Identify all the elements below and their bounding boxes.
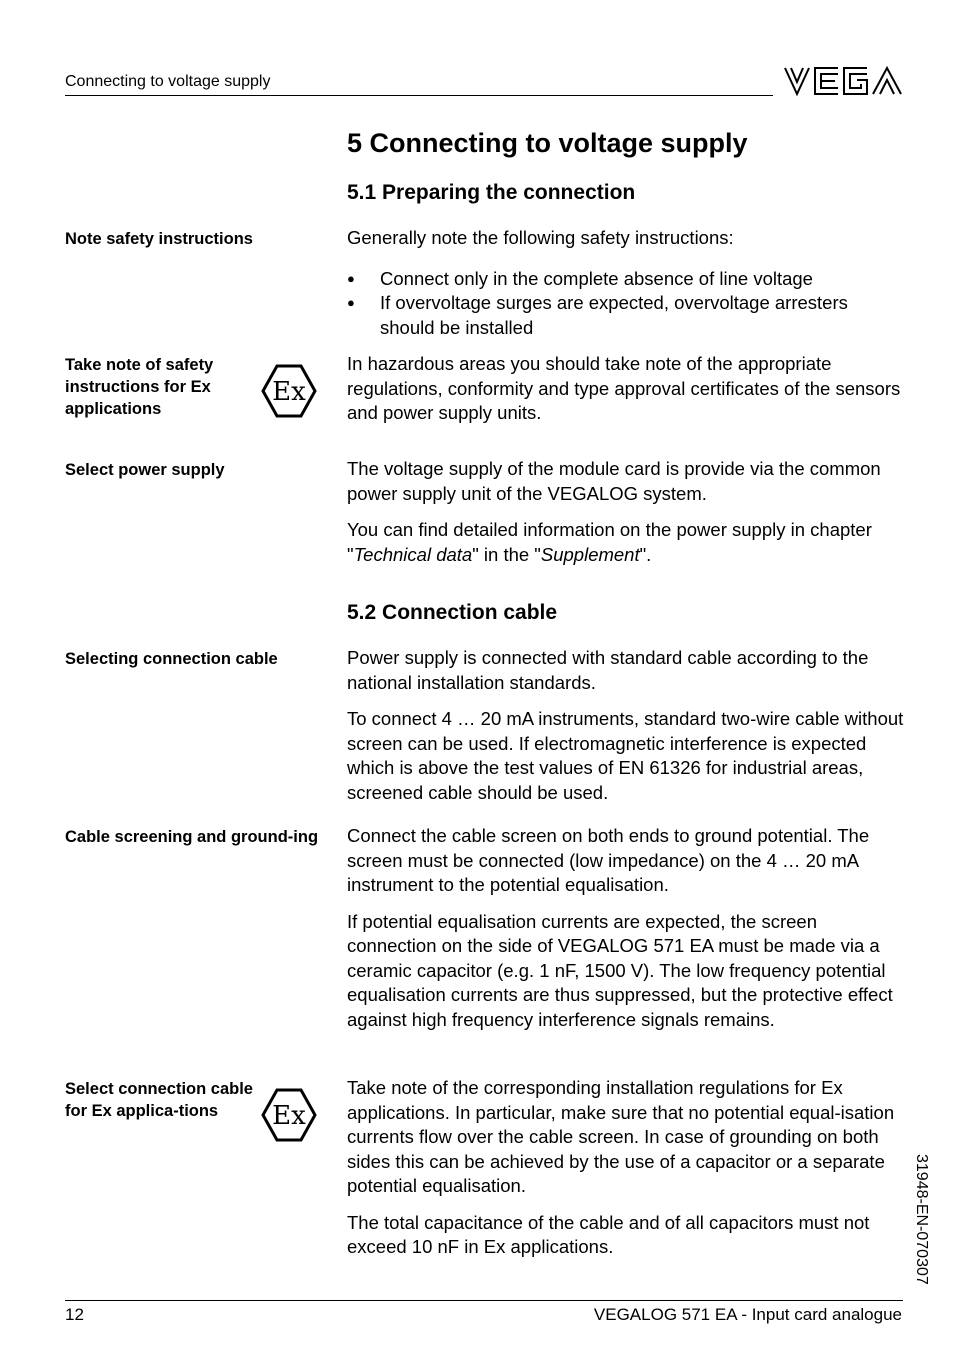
safety-block: [347, 226, 907, 340]
cable-text-2: To connect 4 … 20 mA instruments, standard two-wire cable without screen can be used. If electromagnetic interference is expected which is above the test values of EN 61326 for industrial areas, screened cable should be used.: [347, 708, 904, 803]
ex-cable-block: [347, 1076, 907, 1260]
side-label-screening: Cable screening and ground-ing: [65, 828, 319, 846]
safety-intro: Generally note the following safety instructions:: [347, 227, 734, 248]
screen-text-2: If potential equalisation currents are expected, the screen connection on the side of VEGALOG 571 EA must be made via a ceramic capacitor (e.g. 1 nF, 1500 V). The low frequency potential equalisation currents are thus suppressed, but the protective effect against high frequency interference signals remains.: [347, 910, 893, 1030]
header-rule: [65, 95, 773, 96]
side-label-select-cable: Selecting connection cable: [65, 650, 278, 668]
screening-block: [347, 824, 907, 1032]
ex-cable-text-2: The total capacitance of the cable and of all capacitors must not exceed 10 nF in Ex applications.: [347, 1211, 870, 1257]
ex-cable-text-1: Take note of the corresponding installation regulations for Ex applications. In particular, make sure that no potential equal-isation currents flow over the cable screen. In case of grounding on both sides this can be achieved by the use of a capacitor or a separate potential equalisation.: [347, 1077, 895, 1196]
cable-text-1: Power supply is connected with standard cable according to the national installation standards.: [347, 647, 869, 693]
vega-logo: [783, 64, 903, 98]
ex-hexagon-icon: [261, 1088, 317, 1142]
chapter-title: 5 Connecting to voltage supply: [347, 128, 748, 158]
running-header: Connecting to voltage supply: [65, 73, 271, 90]
ex-safety-text: In hazardous areas you should take note of the appropriate regulations, conformity and type approval certificates of the sensors and power supply units.: [347, 353, 901, 423]
document-id: 31948-EN-070307: [913, 1154, 930, 1285]
ex-hexagon-icon: [261, 364, 317, 418]
svg-text:Ex: Ex: [272, 1101, 306, 1131]
section-title-5-1: 5.1 Preparing the connection: [347, 181, 636, 204]
power-block: [347, 457, 907, 567]
side-label-ex-cable: Select connection cable for Ex applica-tions: [65, 1080, 253, 1120]
page-number: 12: [65, 1305, 84, 1324]
list-item: ● If overvoltage surges are expected, overvoltage arresters should be installed: [347, 291, 907, 340]
svg-text:Ex: Ex: [272, 377, 306, 407]
side-label-note-safety: Note safety instructions: [65, 230, 253, 248]
footer-doc-title: VEGALOG 571 EA - Input card analogue: [593, 1305, 902, 1324]
cable-block: [347, 646, 907, 805]
power-info-text: You can find detailed information on the power supply in chapter "Technical data" in the "Supplement".: [347, 519, 872, 565]
side-label-ex-safety: Take note of safety instructions for Ex applications: [65, 356, 214, 418]
section-title-5-2: 5.2 Connection cable: [347, 601, 558, 624]
screen-text-1: Connect the cable screen on both ends to ground potential. The screen must be connected (low impedance) on the 4 … 20 mA instrument to the potential equalisation.: [347, 825, 870, 895]
power-text: The voltage supply of the module card is provide via the common power supply unit of the VEGALOG system.: [347, 458, 881, 504]
list-item: ● Connect only in the complete absence of line voltage: [347, 267, 907, 292]
safety-bullet-list: [347, 267, 907, 341]
footer-rule: [65, 1300, 903, 1301]
side-label-select-power: Select power supply: [65, 461, 225, 479]
